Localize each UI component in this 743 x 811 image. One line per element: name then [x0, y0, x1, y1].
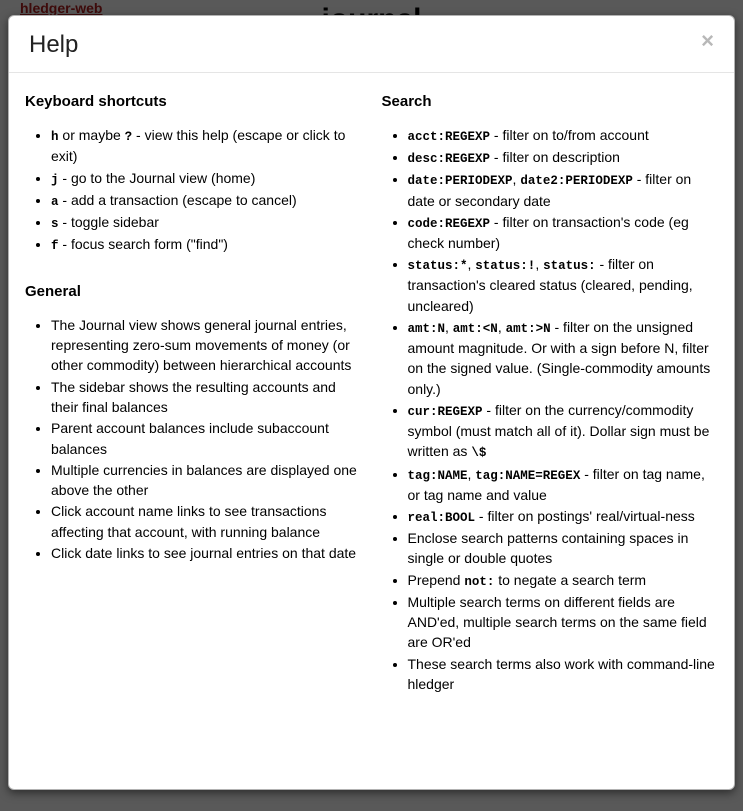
modal-body — [9, 73, 734, 740]
right-column — [382, 91, 719, 720]
code-term: ? — [124, 130, 133, 145]
section-heading: General — [25, 283, 81, 301]
code-term: cur:REGEXP — [407, 404, 483, 419]
code-term: status:! — [475, 259, 536, 274]
list-item: • real:BOOL - filter on postings' real/virtual-ness — [408, 506, 719, 527]
list-item: • h or maybe ? - view this help (escape or click to exit) — [51, 125, 362, 166]
code-term: status: — [543, 259, 596, 274]
code-term: \$ — [471, 446, 487, 461]
code-term: f — [51, 238, 59, 253]
list-item: • date:PERIODEXP, date2:PERIODEXP - filter on date or secondary date — [408, 169, 719, 210]
list-item: • amt:N, amt:<N, amt:>N - filter on the unsigned amount magnitude. Or with a sign before N, filter on the signed value. (Single-commodity amounts only.) — [408, 317, 719, 399]
list-item: • Parent account balances include subaccount balances — [51, 418, 362, 459]
code-term: h — [51, 130, 59, 145]
code-term: amt:N — [407, 321, 446, 336]
list-item: • The Journal view shows general journal entries, representing zero-sum movements of money (or other commodity) between hierarchical accounts — [51, 315, 362, 376]
section-heading: Keyboard shortcuts — [25, 93, 167, 111]
list-item: • Click date links to see journal entries on that date — [51, 543, 362, 563]
list-item: • f - focus search form ("find") — [51, 234, 362, 255]
code-term: tag:NAME=REGEX — [475, 468, 581, 483]
code-term: real:BOOL — [407, 510, 476, 525]
bullet-list — [382, 125, 719, 694]
code-term: amt:<N — [452, 321, 498, 336]
list-item: • Multiple search terms on different fields are AND'ed, multiple search terms on the same field are OR'ed — [408, 592, 719, 653]
code-term: j — [51, 172, 59, 187]
code-term: status:* — [407, 259, 468, 274]
list-item: • Enclose search patterns containing spaces in single or double quotes — [408, 528, 719, 569]
list-item: • a - add a transaction (escape to cancel) — [51, 190, 362, 211]
list-item: • acct:REGEXP - filter on to/from account — [408, 125, 719, 146]
bullet-list — [25, 315, 362, 564]
list-item: • The sidebar shows the resulting accounts and their final balances — [51, 377, 362, 418]
bullet-list — [25, 125, 362, 255]
code-term: s — [51, 216, 59, 231]
modal-header — [9, 16, 734, 73]
code-term: code:REGEXP — [407, 216, 491, 231]
list-item: • s - toggle sidebar — [51, 212, 362, 233]
close-icon[interactable]: × — [697, 28, 718, 54]
code-term: amt:>N — [505, 321, 551, 336]
list-item: • tag:NAME, tag:NAME=REGEX - filter on tag name, or tag name and value — [408, 464, 719, 505]
list-item: • Prepend not: to negate a search term — [408, 570, 719, 591]
list-item: • cur:REGEXP - filter on the currency/commodity symbol (must match all of it). Dollar sign must be written as \$ — [408, 400, 719, 463]
help-modal — [8, 15, 735, 790]
code-term: a — [51, 194, 59, 209]
list-item: • These search terms also work with command-line hledger — [408, 654, 719, 695]
list-item: • desc:REGEXP - filter on description — [408, 147, 719, 168]
code-term: date2:PERIODEXP — [520, 174, 633, 189]
list-item: • Multiple currencies in balances are displayed one above the other — [51, 460, 362, 501]
left-column — [25, 91, 362, 720]
code-term: date:PERIODEXP — [407, 174, 513, 189]
list-item: • code:REGEXP - filter on transaction's code (eg check number) — [408, 212, 719, 253]
code-term: acct:REGEXP — [407, 130, 491, 145]
modal-title: Help — [29, 31, 79, 58]
code-term: not: — [464, 574, 495, 589]
list-item: • status:*, status:!, status: - filter on transaction's cleared status (cleared, pending, uncleared) — [408, 254, 719, 316]
code-term: desc:REGEXP — [407, 152, 491, 167]
list-item: • j - go to the Journal view (home) — [51, 168, 362, 189]
list-item: • Click account name links to see transactions affecting that account, with running balance — [51, 501, 362, 542]
code-term: tag:NAME — [407, 468, 468, 483]
section-heading: Search — [381, 93, 432, 111]
